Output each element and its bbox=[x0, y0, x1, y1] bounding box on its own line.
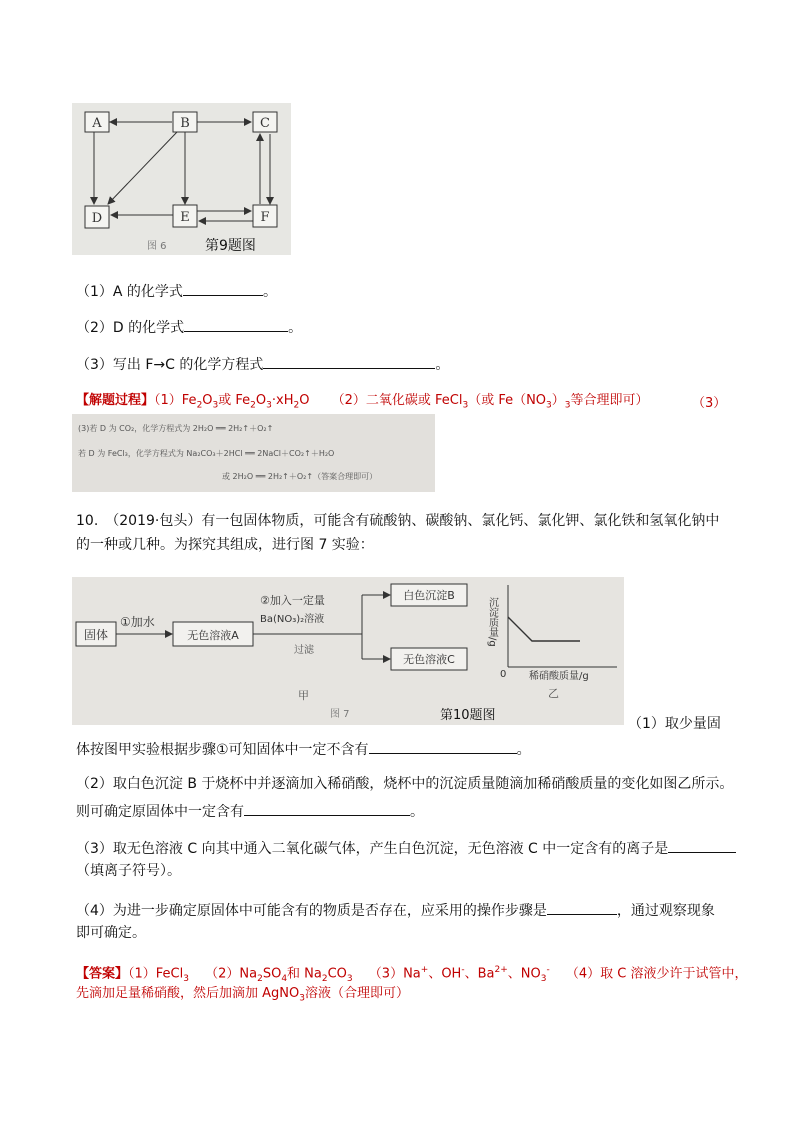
q9-part3 bbox=[76, 354, 449, 374]
q9-part2 bbox=[76, 317, 302, 337]
q9-part2-text: （2）D 的化学式 bbox=[76, 320, 185, 336]
period: 。 bbox=[410, 804, 424, 820]
q10-intro-line1: 10. （2019·包头）有一包固体物质，可能含有硫酸钠、碳酸钠、氯化钙、氯化钾、氯化铁和氢氧化钠中 bbox=[76, 513, 720, 529]
answer-text: SO bbox=[262, 966, 282, 982]
q10-part1 bbox=[76, 739, 531, 759]
q10-part4-text: （4）为进一步确定原固体中可能含有的物质是否存在，应采用的操作步骤是 bbox=[76, 903, 547, 919]
q10-part1-text: 体按图甲实验根据步骤①可知固体中一定不含有 bbox=[76, 742, 369, 758]
subscript: 3 bbox=[183, 973, 189, 984]
q10-part2-text: 则可确定原固体中一定含有 bbox=[76, 804, 244, 820]
subscript: 3 bbox=[212, 400, 219, 411]
answer-text: O bbox=[202, 393, 213, 408]
subscript: 3 bbox=[564, 400, 571, 411]
answer-text: （2）Na bbox=[205, 966, 258, 982]
answer-text: 或 Fe bbox=[218, 393, 251, 408]
superscript: - bbox=[546, 965, 550, 975]
answer-image-line3: 或 2H₂O ══ 2H₂↑＋O₂↑（答案合理即可） bbox=[222, 472, 378, 481]
q10-part4-text-end: ，通过观察现象 bbox=[616, 903, 715, 919]
period: 。 bbox=[262, 284, 277, 300]
q10-part4-line1 bbox=[76, 900, 715, 920]
figure-9-diagram bbox=[72, 103, 291, 255]
q10-part2-line1: （2）取白色沉淀 B 于烧杯中并逐滴加入稀硝酸，烧杯中的沉淀质量随滴加稀硝酸质量的变化如图乙所示。 bbox=[76, 776, 734, 792]
label-yi: 乙 bbox=[548, 687, 559, 700]
period: 。 bbox=[435, 357, 450, 373]
subscript: 2 bbox=[257, 973, 263, 984]
q9-answer-part3-label: （3） bbox=[692, 396, 727, 411]
solution-c-label: 无色溶液C bbox=[403, 653, 455, 666]
answer-blank[interactable] bbox=[244, 801, 410, 816]
answer-text: （或 Fe（NO bbox=[468, 393, 547, 408]
answer-image-line1: (3)若 D 为 CO₂，化学方程式为 2H₂O ══ 2H₂↑＋O₂↑ bbox=[78, 424, 274, 433]
figure-9-small-label: 图 6 bbox=[147, 241, 167, 252]
q10-part3-line1 bbox=[76, 838, 736, 858]
q10-part4-line2: 即可确定。 bbox=[76, 925, 146, 941]
subscript: 3 bbox=[540, 973, 547, 984]
answer-blank[interactable] bbox=[184, 317, 288, 332]
subscript: 2 bbox=[321, 973, 328, 984]
answer-blank[interactable] bbox=[547, 900, 617, 915]
answer-blank[interactable] bbox=[369, 739, 517, 754]
answer-blank[interactable] bbox=[263, 354, 435, 369]
answer-blank[interactable] bbox=[668, 838, 736, 853]
answer-text: 和 Na bbox=[287, 966, 322, 982]
node-B-label: B bbox=[180, 116, 190, 131]
answer-text: 、NO bbox=[507, 966, 541, 982]
subscript: 3 bbox=[462, 400, 469, 411]
q10-answer-line2 bbox=[76, 985, 409, 1008]
solution-label: 【解题过程】 bbox=[76, 393, 155, 408]
subscript: 4 bbox=[281, 973, 288, 984]
step2-label-line2: Ba(NO₃)₂溶液 bbox=[260, 614, 325, 625]
q9-part1 bbox=[76, 281, 277, 301]
q9-part3-text: （3）写出 F→C 的化学方程式 bbox=[76, 357, 264, 373]
subscript: 3 bbox=[266, 400, 272, 411]
node-D-label: D bbox=[91, 211, 103, 226]
precipitate-b-label: 白色沉淀B bbox=[403, 589, 455, 602]
subscript: 3 bbox=[346, 973, 353, 984]
answer-text: （3）Na bbox=[368, 966, 421, 982]
arrowhead-A bbox=[109, 118, 117, 126]
solution-a-label: 无色溶液A bbox=[187, 629, 239, 642]
node-A-label: A bbox=[92, 116, 102, 131]
figure-9-caption: 第9题图 bbox=[205, 238, 256, 254]
subscript: 3 bbox=[299, 993, 305, 1004]
q10-part1-start: （1）取少量固 bbox=[628, 716, 721, 732]
arrow-B-to-D bbox=[108, 132, 177, 204]
figure-9-image bbox=[72, 103, 291, 255]
q9-part1-text: （1）A 的化学式 bbox=[76, 284, 183, 300]
answer-text: ） bbox=[551, 393, 565, 408]
period: 。 bbox=[516, 742, 531, 758]
q10-answer-line1 bbox=[76, 961, 747, 988]
figure-10-small-label: 图 7 bbox=[330, 709, 350, 720]
label-jia: 甲 bbox=[298, 689, 309, 702]
node-F-label: F bbox=[260, 210, 270, 225]
answer-text: CO bbox=[327, 966, 347, 982]
graph-x-label: 稀硝酸质量/g bbox=[529, 671, 589, 682]
period: 。 bbox=[288, 320, 303, 336]
answer-image-line2: 若 D 为 FeCl₃，化学方程式为 Na₂CO₃＋2HCl ══ 2NaCl＋CO₂↑＋H₂O bbox=[78, 449, 335, 458]
step2-label-line1: ②加入一定量 bbox=[260, 594, 325, 607]
answer-label: 【答案】 bbox=[76, 966, 129, 982]
answer-text: （2）二氧化碳或 FeCl bbox=[331, 393, 463, 408]
q9-answer-image bbox=[72, 414, 435, 492]
superscript: + bbox=[420, 965, 429, 975]
graph-y-label: 沉淀质量/g bbox=[486, 597, 498, 647]
answer-text: O bbox=[255, 393, 267, 408]
filter-label: 过滤 bbox=[294, 645, 314, 656]
graph-curve bbox=[508, 617, 580, 641]
q10-intro-line2: 的一种或几种。为探究其组成，进行图 7 实验： bbox=[76, 537, 374, 553]
superscript: - bbox=[461, 965, 465, 975]
q10-part3-text: （3）取无色溶液 C 向其中通入二氧化碳气体，产生白色沉淀，无色溶液 C 中一定含有的离子是 bbox=[76, 841, 669, 857]
q10-part3-line2: （填离子符号）。 bbox=[76, 863, 181, 879]
answer-text: ·xH bbox=[271, 393, 294, 408]
answer-text: （1）FeCl bbox=[128, 966, 184, 982]
graph-origin: 0 bbox=[500, 669, 507, 680]
node-C-label: C bbox=[260, 116, 270, 131]
solid-label: 固体 bbox=[83, 628, 109, 642]
superscript: 2+ bbox=[494, 965, 508, 975]
figure-10-diagram bbox=[72, 577, 624, 725]
answer-text: 等合理即可） bbox=[570, 393, 649, 408]
figure-10-image bbox=[72, 577, 624, 725]
answer-text: 、Ba bbox=[464, 966, 495, 982]
figure-10-caption: 第10题图 bbox=[440, 708, 496, 723]
subscript: 2 bbox=[293, 400, 300, 411]
step1-label: ①加水 bbox=[120, 615, 155, 629]
q9-answer bbox=[76, 392, 649, 415]
answer-text: 先滴加足量稀硝酸，然后加滴加 AgNO bbox=[76, 986, 300, 1001]
answer-text: O bbox=[299, 393, 310, 408]
node-E-label: E bbox=[180, 210, 190, 225]
answer-text: （1）Fe bbox=[154, 393, 197, 408]
answer-text: 、OH bbox=[428, 966, 462, 982]
answer-blank[interactable] bbox=[183, 281, 263, 296]
q10-part2-line2 bbox=[76, 801, 424, 821]
answer-text: 溶液（合理即可） bbox=[304, 986, 409, 1001]
subscript: 2 bbox=[250, 400, 256, 411]
subscript: 3 bbox=[546, 400, 552, 411]
subscript: 2 bbox=[196, 400, 203, 411]
answer-text: （4）取 C 溶液少许于试管中， bbox=[565, 966, 748, 982]
